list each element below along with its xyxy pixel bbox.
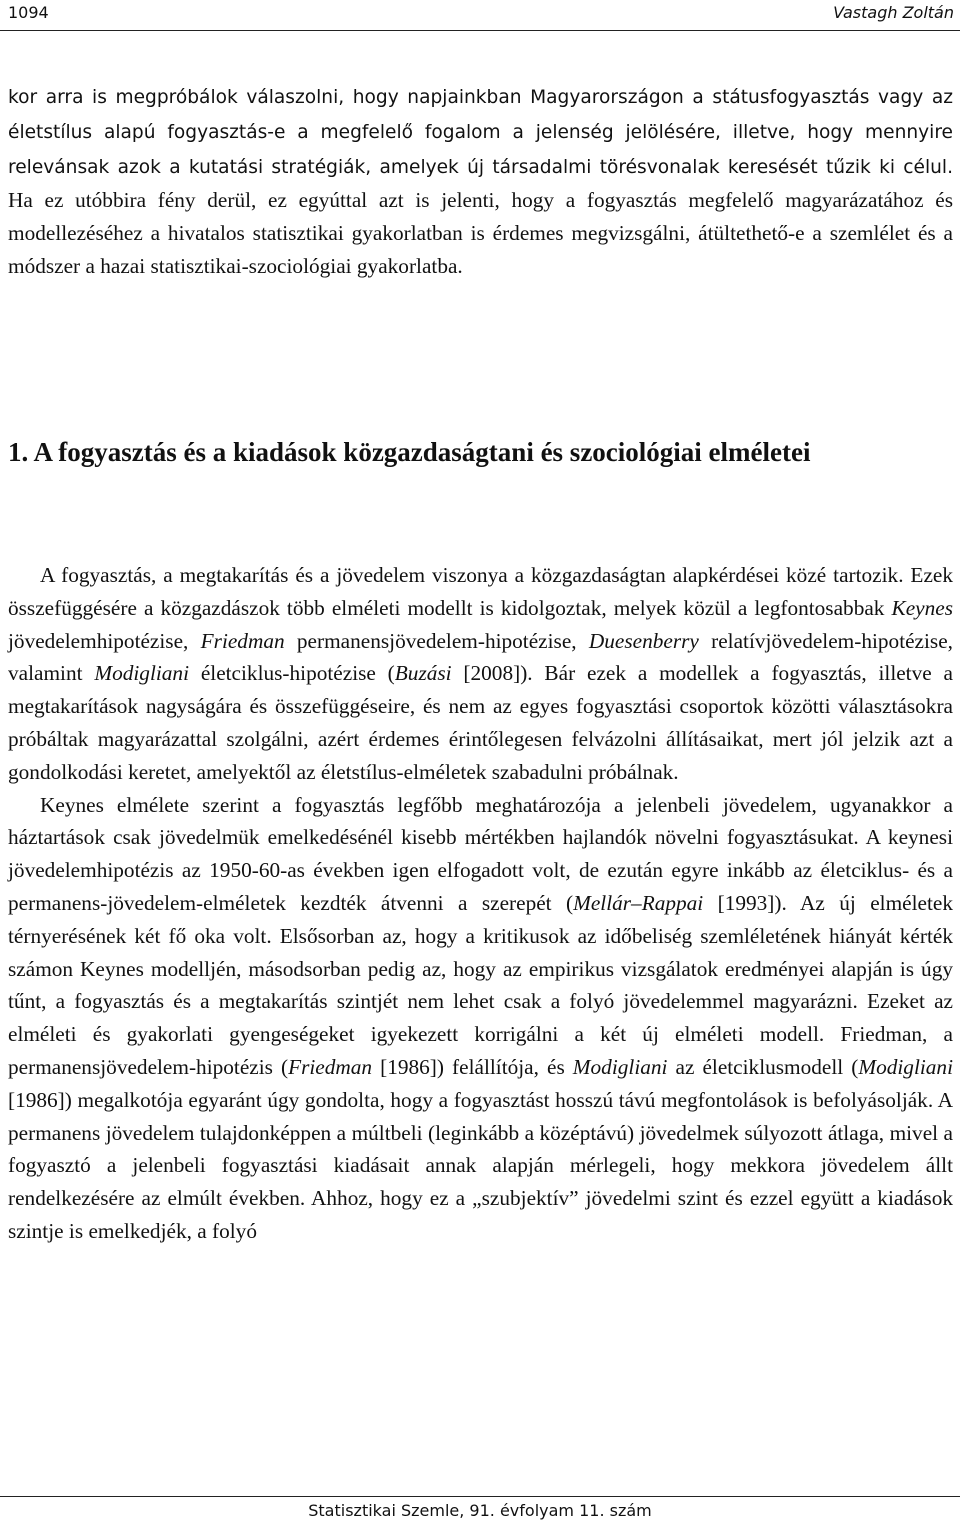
p1-text-1: A fogyasztás, a megtakarítás és a jövedelem viszonya a közgazdaságtan alapkérdései közé tartozik. Ezek összefüggésére a közgazdászok több elméleti modellt is kidolgoztak, melyek közül a legfontosabbak	[8, 563, 953, 620]
p1-text-2: jövedelemhipotézise,	[8, 628, 201, 653]
p1-author-friedman: Friedman	[200, 628, 285, 653]
p2-author-friedman: Friedman	[288, 1054, 373, 1079]
paragraph-1	[8, 559, 953, 789]
p2-author-modigliani-1: Modigliani	[572, 1054, 668, 1079]
intro-sans-text: kor arra is megpróbálok válaszolni, hogy napjainkban Magyarországon a státusfogyasztás vagy az életstílus alapú fogyasztás-e a megfelelő fogalom a jelenség jelölésére, illetve, hogy mennyire relevánsak azok a kutatási stratégiák, amelyek új társadalmi törésvonalak keresését tűzik ki célul.	[8, 87, 953, 178]
p2-author-mellar-rappai: Mellár–Rappai	[573, 890, 704, 915]
p1-author-duesenberry: Duesenberry	[588, 628, 699, 653]
intro-paragraph	[8, 80, 953, 283]
running-footer	[0, 1496, 960, 1526]
running-author: Vastagh Zoltán	[833, 3, 954, 22]
section-body	[8, 559, 953, 1248]
journal-citation: Statisztikai Szemle, 91. évfolyam 11. szám	[308, 1501, 652, 1520]
p1-text-3: permanensjövedelem-hipotézise,	[284, 628, 589, 653]
p2-text-4: az életciklusmodell (	[667, 1054, 859, 1079]
paragraph-2	[8, 789, 953, 1248]
p1-text-4: relatívjövedelem-hipotézise, valamint	[8, 628, 953, 686]
p1-text-6: [2008]). Bár ezek a modellek a fogyasztás, illetve a megtakarítások nagyságára és összefüggéseire, és nem az egyes fogyasztási csoportok közötti választásokra próbáltak magyarázattal szolgálni, azért érdemes érintőlegesen felvázolni állításaikat, mert jól jelzik azt a gondolkodási keretet, amelyektől az életstílus-elméletek szabadulni próbálnak.	[8, 661, 953, 784]
p1-author-modigliani: Modigliani	[94, 661, 189, 686]
p2-text-3: [1986]) felállítója, és	[372, 1054, 573, 1079]
page-number: 1094	[8, 3, 49, 22]
section-heading	[8, 434, 953, 470]
section-title: A fogyasztás és a kiadások közgazdaságtani és szociológiai elméletei	[33, 437, 811, 467]
p2-text-1: Keynes elmélete szerint a fogyasztás legfőbb meghatározója a jelenbeli jövedelem, ugyanakkor a háztartások csak jövedelmük emelkedésénél kisebb mértékben hajlandók növelni fogyasztásukat. A keynesi jövedelemhipotézis az 1950-60-as években igen elfogadott volt, de ezután egyre inkább az életciklus- és a permanens-jövedelem-elméletek kezdték átvenni a szerepét (	[8, 792, 953, 915]
p1-author-buzasi: Buzási	[394, 661, 452, 686]
intro-serif-text: Ha ez utóbbira fény derül, ez egyúttal azt is jelenti, hogy a fogyasztás megfelelő magyarázatához és modellezéséhez a hivatalos statisztikai gyakorlatban is érdemes megvizsgálni, átültethető-e a szemlélet és a módszer a hazai statisztikai-szociológiai gyakorlatba.	[8, 188, 953, 278]
section-number: 1.	[8, 437, 29, 467]
p1-author-keynes: Keynes	[891, 595, 953, 620]
p2-text-5: [1986]) megalkotója egyaránt úgy gondolta, hogy a fogyasztást hosszú távú megfontolások is befolyásolják. A permanens jövedelem tulajdonképpen a múltbeli (leginkább a középtávú) jövedelmek súlyozott átlaga, mivel a fogyasztó a jelenbeli fogyasztási kiadásait annak alapján mérlegeli, hogy mekkora jövedelem állt rendelkezésére az elmúlt években. Ahhoz, hogy ez a „szubjektív” jövedelmi szint és ezzel együtt a kiadások szintje is emelkedjék, a folyó	[8, 1087, 953, 1243]
p2-author-modigliani-2: Modigliani	[858, 1054, 953, 1079]
p2-text-2: [1993]). Az új elméletek térnyerésének két fő oka volt. Elsősorban az, hogy a kritikusok az időbeliség szemléletének hiányát kérték számon Keynes modelljén, másodsorban pedig az, hogy az empirikus vizsgálatok eredményei alapján is úgy tűnt, a fogyasztás és a megtakarítás szintjét nem lehet csak a folyó jövedelemmel magyarázni. Ezeket az elméleti és gyakorlati gyengeségeket igyekezett korrigálni a két új elméleti modell. Friedman, a permanensjövedelem-hipotézis (	[8, 890, 953, 1079]
p1-text-5: életciklus-hipotézise (	[189, 661, 395, 686]
running-header	[0, 0, 960, 31]
